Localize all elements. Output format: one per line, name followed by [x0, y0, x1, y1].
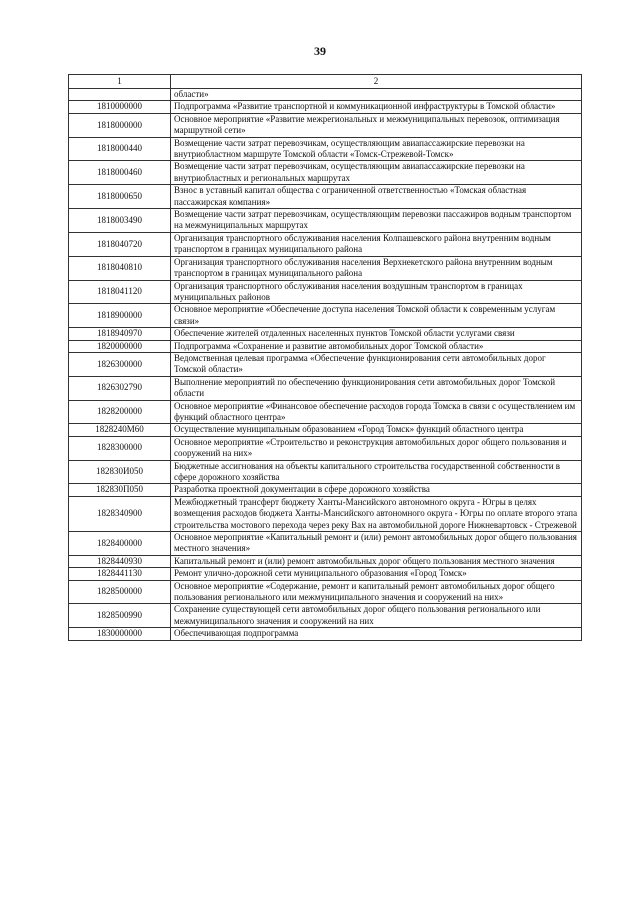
row-description: Ремонт улично-дорожной сети муниципального образования «Город Томск»: [171, 568, 582, 580]
table-row: [69, 532, 582, 556]
row-description: Обеспечение жителей отдаленных населенных пунктов Томской области услугами связи: [171, 328, 582, 340]
row-code: 1830000000: [69, 628, 171, 640]
row-code: 182830П050: [69, 484, 171, 496]
row-code: 182830И050: [69, 460, 171, 484]
table-row: [69, 484, 582, 496]
table-row: [69, 568, 582, 580]
table-row: [69, 256, 582, 280]
table-row: [69, 436, 582, 460]
table-row: [69, 209, 582, 233]
row-description: Взнос в уставный капитал общества с ограниченной ответственностью «Томская областная пассажирская компания»: [171, 185, 582, 209]
row-description: Выполнение мероприятий по обеспечению функционирования сети автомобильных дорог Томской области: [171, 376, 582, 400]
row-description: области»: [171, 89, 582, 101]
table-row: [69, 628, 582, 640]
row-code: 1818040720: [69, 232, 171, 256]
row-description: Организация транспортного обслуживания населения Колпашевского района внутренним водным транспортом в границах муниципального района: [171, 232, 582, 256]
row-code: 1826300000: [69, 352, 171, 376]
row-description: Разработка проектной документации в сфере дорожного хозяйства: [171, 484, 582, 496]
row-code: 1828500000: [69, 580, 171, 604]
row-code: 1826302790: [69, 376, 171, 400]
row-code: 1828200000: [69, 400, 171, 424]
row-description: Межбюджетный трансферт бюджету Ханты-Мансийского автономного округа - Югры в целях возмещения расходов бюджета Ханты-Мансийского автономного округа - Югры по оплате второго этапа строительства мостового перехода через реку Вах на автомобильной дороге Нижневартовск - Стрежевой: [171, 496, 582, 531]
table-row: [69, 101, 582, 113]
row-code: 1828240М60: [69, 424, 171, 436]
row-code: 1818003490: [69, 209, 171, 233]
row-description: Ведомственная целевая программа «Обеспечение функционирования сети автомобильных дорог Томской области»: [171, 352, 582, 376]
row-description: Возмещение части затрат перевозчикам, осуществляющим авиапассажирские перевозки на внутриобластном маршруте Томской области «Томск-Стрежевой-Томск»: [171, 137, 582, 161]
row-description: Подпрограмма «Развитие транспортной и коммуникационной инфраструктуры в Томской области»: [171, 101, 582, 113]
row-code: 1828500990: [69, 604, 171, 628]
table-row: [69, 185, 582, 209]
table-row: [69, 89, 582, 101]
row-code: 1818000000: [69, 113, 171, 137]
table-row: [69, 496, 582, 531]
table-row: [69, 137, 582, 161]
row-description: Бюджетные ассигнования на объекты капитального строительства государственной собственности в сфере дорожного хозяйства: [171, 460, 582, 484]
row-code: 1818000460: [69, 161, 171, 185]
table-row: [69, 604, 582, 628]
row-code: 1828400000: [69, 532, 171, 556]
table-row: [69, 161, 582, 185]
row-code: 1818900000: [69, 304, 171, 328]
row-code: 1828441130: [69, 568, 171, 580]
row-description: Основное мероприятие «Строительство и реконструкция автомобильных дорог общего пользования и сооружений на них»: [171, 436, 582, 460]
budget-classification-table: [68, 74, 582, 641]
row-code: 1818041120: [69, 280, 171, 304]
page-number: 39: [314, 44, 326, 58]
row-code: 1818940970: [69, 328, 171, 340]
row-code: [69, 89, 171, 101]
table-row: [69, 328, 582, 340]
row-code: 1828340900: [69, 496, 171, 531]
row-code: 1820000000: [69, 340, 171, 352]
table-row: [69, 424, 582, 436]
row-description: Основное мероприятие «Развитие межрегиональных и межмуниципальных перевозок, оптимизация маршрутной сети»: [171, 113, 582, 137]
row-code: 1810000000: [69, 101, 171, 113]
row-code: 1818040810: [69, 256, 171, 280]
table-row: [69, 280, 582, 304]
table-row: [69, 555, 582, 567]
table-row: [69, 376, 582, 400]
table-row: [69, 113, 582, 137]
table-row: [69, 460, 582, 484]
column-header-1: 1: [69, 75, 171, 89]
row-description: Подпрограмма «Сохранение и развитие автомобильных дорог Томской области»: [171, 340, 582, 352]
table-row: [69, 340, 582, 352]
row-code: 1828440930: [69, 555, 171, 567]
table-body: [69, 89, 582, 641]
table-header-row: [69, 75, 582, 89]
row-description: Капитальный ремонт и (или) ремонт автомобильных дорог общего пользования местного значения: [171, 555, 582, 567]
row-description: Сохранение существующей сети автомобильных дорог общего пользования регионального или межмуниципального значения и сооружений на них: [171, 604, 582, 628]
row-code: 1828300000: [69, 436, 171, 460]
row-code: 1818000650: [69, 185, 171, 209]
row-description: Обеспечивающая подпрограмма: [171, 628, 582, 640]
row-description: Организация транспортного обслуживания населения воздушным транспортом в границах муниципальных районов: [171, 280, 582, 304]
table-row: [69, 232, 582, 256]
column-header-2: 2: [171, 75, 582, 89]
row-description: Возмещение части затрат перевозчикам, осуществляющим перевозки пассажиров водным транспортом на межмуниципальных маршрутах: [171, 209, 582, 233]
row-description: Основное мероприятие «Финансовое обеспечение расходов города Томска в связи с осуществлением им функций областного центра»: [171, 400, 582, 424]
table-row: [69, 400, 582, 424]
table-row: [69, 580, 582, 604]
row-description: Основное мероприятие «Содержание, ремонт и капитальный ремонт автомобильных дорог общего пользования регионального или межмуниципального значения и сооружений на них»: [171, 580, 582, 604]
row-description: Организация транспортного обслуживания населения Верхнекетского района внутренним водным транспортом в границах муниципального района: [171, 256, 582, 280]
row-description: Основное мероприятие «Капитальный ремонт и (или) ремонт автомобильных дорог общего пользования местного значения»: [171, 532, 582, 556]
row-code: 1818000440: [69, 137, 171, 161]
table-row: [69, 304, 582, 328]
table-row: [69, 352, 582, 376]
row-description: Осуществление муниципальным образованием «Город Томск» функций областного центра: [171, 424, 582, 436]
row-description: Основное мероприятие «Обеспечение доступа населения Томской области к современным услугам связи»: [171, 304, 582, 328]
row-description: Возмещение части затрат перевозчикам, осуществляющим авиапассажирские перевозки на внутриобластных и региональных маршрутах: [171, 161, 582, 185]
